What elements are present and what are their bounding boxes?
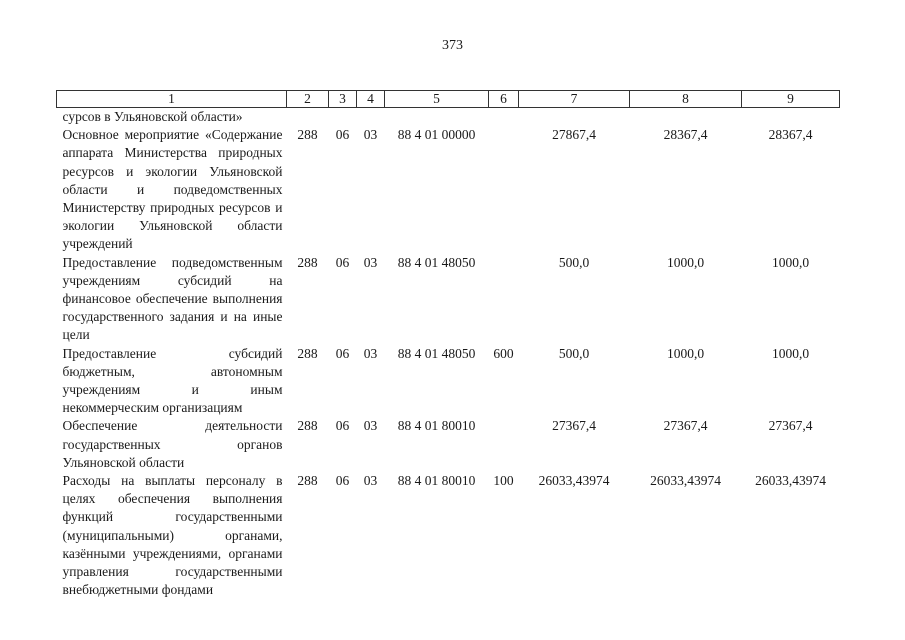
expense-type-code bbox=[489, 126, 519, 253]
table-row bbox=[57, 254, 840, 345]
expense-type-code: 100 bbox=[493, 473, 514, 489]
page-number: 373 bbox=[442, 38, 463, 53]
table-row bbox=[57, 126, 840, 253]
ministry-code: 288 bbox=[297, 418, 318, 434]
continuation-text: сурсов в Ульяновской области» bbox=[62, 109, 243, 124]
section-code: 06 bbox=[335, 127, 350, 143]
amount-year-2: 27367,4 bbox=[663, 418, 708, 434]
column-header: 7 bbox=[519, 91, 630, 108]
column-header: 6 bbox=[489, 91, 519, 108]
column-header: 2 bbox=[287, 91, 329, 108]
expense-type-code bbox=[489, 254, 519, 345]
section-code: 06 bbox=[335, 418, 350, 434]
row-description: Расходы на выплаты персоналу в целях обеспечения выполнения функций государственными (муниципальными) органами, казёнными учреждениями, органами управления государственными внебюджетными фондами bbox=[62, 473, 283, 598]
ministry-code: 288 bbox=[297, 473, 318, 489]
row-description: Основное мероприятие «Содержание аппарата Министерства природных ресурсов и экологии Ульяновской области и подведомственных Министерству природных ресурсов и экологии Ульяновской области учреждений bbox=[62, 127, 283, 252]
amount-year-3: 28367,4 bbox=[768, 127, 813, 143]
budget-table bbox=[56, 90, 840, 599]
expense-type-code: 600 bbox=[493, 345, 514, 361]
target-article-code: 88 4 01 80010 bbox=[397, 418, 476, 434]
section-code: 06 bbox=[335, 473, 350, 489]
ministry-code: 288 bbox=[297, 345, 318, 361]
table-row bbox=[57, 472, 840, 599]
row-description: Предоставление субсидий бюджетным, автономным учреждениям и иным некоммерческим организациям bbox=[62, 345, 283, 416]
amount-year-3: 26033,43974 bbox=[755, 473, 826, 489]
table-header-row bbox=[57, 91, 840, 108]
column-header: 3 bbox=[329, 91, 357, 108]
table-row bbox=[57, 417, 840, 472]
subsection-code: 03 bbox=[363, 345, 378, 361]
column-header: 4 bbox=[357, 91, 385, 108]
amount-year-2: 28367,4 bbox=[663, 127, 708, 143]
column-header: 1 bbox=[57, 91, 287, 108]
amount-year-2: 1000,0 bbox=[666, 254, 705, 270]
section-code: 06 bbox=[335, 254, 350, 270]
table-row bbox=[57, 345, 840, 418]
amount-year-2: 1000,0 bbox=[666, 345, 705, 361]
subsection-code: 03 bbox=[363, 127, 378, 143]
row-description: Обеспечение деятельности государственных органов Ульяновской области bbox=[62, 418, 283, 470]
amount-year-2: 26033,43974 bbox=[650, 473, 721, 489]
target-article-code: 88 4 01 00000 bbox=[397, 127, 476, 143]
subsection-code: 03 bbox=[363, 418, 378, 434]
target-article-code: 88 4 01 80010 bbox=[397, 473, 476, 489]
amount-year-3: 27367,4 bbox=[768, 418, 813, 434]
subsection-code: 03 bbox=[363, 473, 378, 489]
amount-year-1: 500,0 bbox=[558, 345, 590, 361]
section-code: 06 bbox=[335, 345, 350, 361]
amount-year-3: 1000,0 bbox=[771, 345, 810, 361]
ministry-code: 288 bbox=[297, 254, 318, 270]
ministry-code: 288 bbox=[297, 127, 318, 143]
column-header: 8 bbox=[630, 91, 742, 108]
expense-type-code bbox=[489, 417, 519, 472]
amount-year-1: 27867,4 bbox=[552, 127, 596, 143]
subsection-code: 03 bbox=[363, 254, 378, 270]
continuation-row bbox=[57, 108, 840, 127]
amount-year-1: 27367,4 bbox=[552, 418, 596, 434]
column-header: 5 bbox=[385, 91, 489, 108]
row-description: Предоставление подведомственным учреждениям субсидий на финансовое обеспечение выполнения государственного задания и на иные цели bbox=[62, 254, 283, 343]
target-article-code: 88 4 01 48050 bbox=[397, 345, 476, 361]
amount-year-3: 1000,0 bbox=[771, 254, 810, 270]
amount-year-1: 26033,43974 bbox=[538, 473, 610, 489]
target-article-code: 88 4 01 48050 bbox=[397, 254, 476, 270]
amount-year-1: 500,0 bbox=[558, 254, 590, 270]
column-header: 9 bbox=[742, 91, 840, 108]
